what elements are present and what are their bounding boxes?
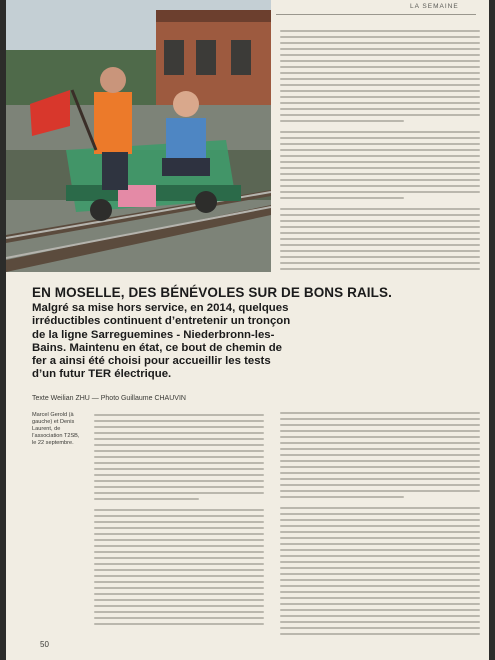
magazine-page (6, 0, 489, 660)
section-divider (276, 14, 476, 15)
article-body-column-center (94, 414, 264, 636)
photo-credit: — Photo Guillaume CHAUVIN (92, 395, 186, 402)
text-credit: Texte Weilian ZHU (32, 395, 90, 402)
article-body-column-lower-right (280, 412, 480, 642)
article-credits (32, 395, 302, 402)
article-deck: Malgré sa mise hors service, en 2014, quelques irréductibles continuent d’entretenir un tronçon de la ligne Sarreguemines - Niederbronn-les-Bains. Maintenu en état, ce bout de chemin de fer a ainsi été choisi pour accueillir les tests d’un futur TER électrique. (32, 302, 291, 381)
section-label: LA SEMAINE (410, 3, 459, 10)
photo-caption: Marcel Gerold (à gauche) et Denis Laurent, de l’association T2SB, le 22 septembre. (32, 412, 80, 447)
article-headline: EN MOSELLE, DES BÉNÉVOLES SUR DE BONS RAILS. (32, 285, 392, 300)
article-photo (6, 0, 271, 272)
page-number: 50 (40, 640, 49, 649)
article-body-column-upper-right (280, 30, 480, 274)
